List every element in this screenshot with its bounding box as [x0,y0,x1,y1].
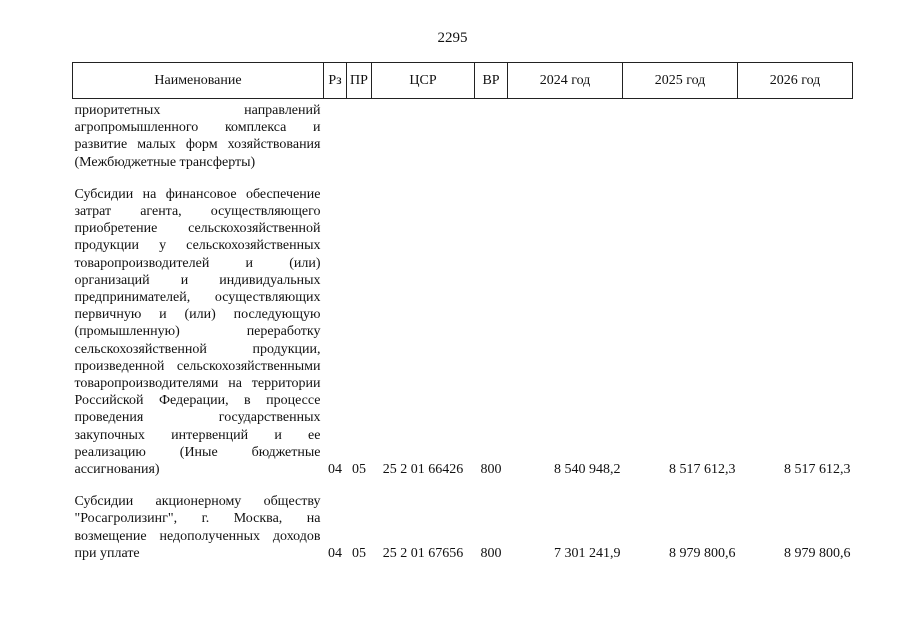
row-2024: 8 540 948,2 [554,462,621,478]
row-2026 [738,99,853,171]
row-pr [347,99,372,171]
header-csr: ЦСР [372,63,475,99]
row-2026: 8 517 612,3 [784,462,851,478]
page-number: 2295 [437,30,468,46]
table-header-row [73,63,853,99]
table-row [73,99,853,171]
header-2025: 2025 год [623,63,738,99]
row-2025 [623,99,738,171]
row-csr: 25 2 01 67656 [382,546,464,562]
row-spacer [73,478,853,490]
row-2025: 8 517 612,3 [669,462,736,478]
row-2024: 7 301 241,9 [554,546,621,562]
row-pr: 05 [352,462,366,478]
row-rz: 04 [328,546,342,562]
row-pr: 05 [352,546,366,562]
budget-table [72,62,853,562]
header-2026: 2026 год [738,63,853,99]
row-rz: 04 [328,462,342,478]
header-name: Наименование [73,63,324,99]
header-2024: 2024 год [508,63,623,99]
header-rz: Рз [324,63,347,99]
table-row [73,490,853,562]
row-csr [372,99,475,171]
row-name: приоритетных направлений агропромышленного комплекса и развитие малых форм хозяйствования (Межбюджетные трансферты) [74,103,321,170]
header-vr: ВР [475,63,508,99]
row-2026: 8 979 800,6 [784,546,851,562]
row-name: Субсидии на финансовое обеспечение затрат агента, осуществляющего приобретение сельскохозяйственной продукции у сельскохозяйственных товаропроизводителей и (или) организаций и индивидуальных предпринимателей, осуществляющих первичную и (или) последующую (промышленную) переработку сельскохозяйственной продукции, произведенной сельскохозяйственными товаропроизводителями на территории Российской Федерации, в процессе проведения государственных закупочных интервенций и ее реализацию (Иные бюджетные ассигнования) [74,186,321,478]
row-2025: 8 979 800,6 [669,546,736,562]
row-name: Субсидии акционерному обществу "Росагролизинг", г. Москва, на возмещение недополученных доходов при уплате [74,494,321,561]
row-vr: 800 [480,546,502,562]
row-vr [475,99,508,171]
row-csr: 25 2 01 66426 [382,462,464,478]
row-2024 [508,99,623,171]
row-spacer [73,171,853,183]
table-row [73,183,853,478]
row-rz [324,99,347,171]
header-pr: ПР [347,63,372,99]
row-vr: 800 [480,462,502,478]
